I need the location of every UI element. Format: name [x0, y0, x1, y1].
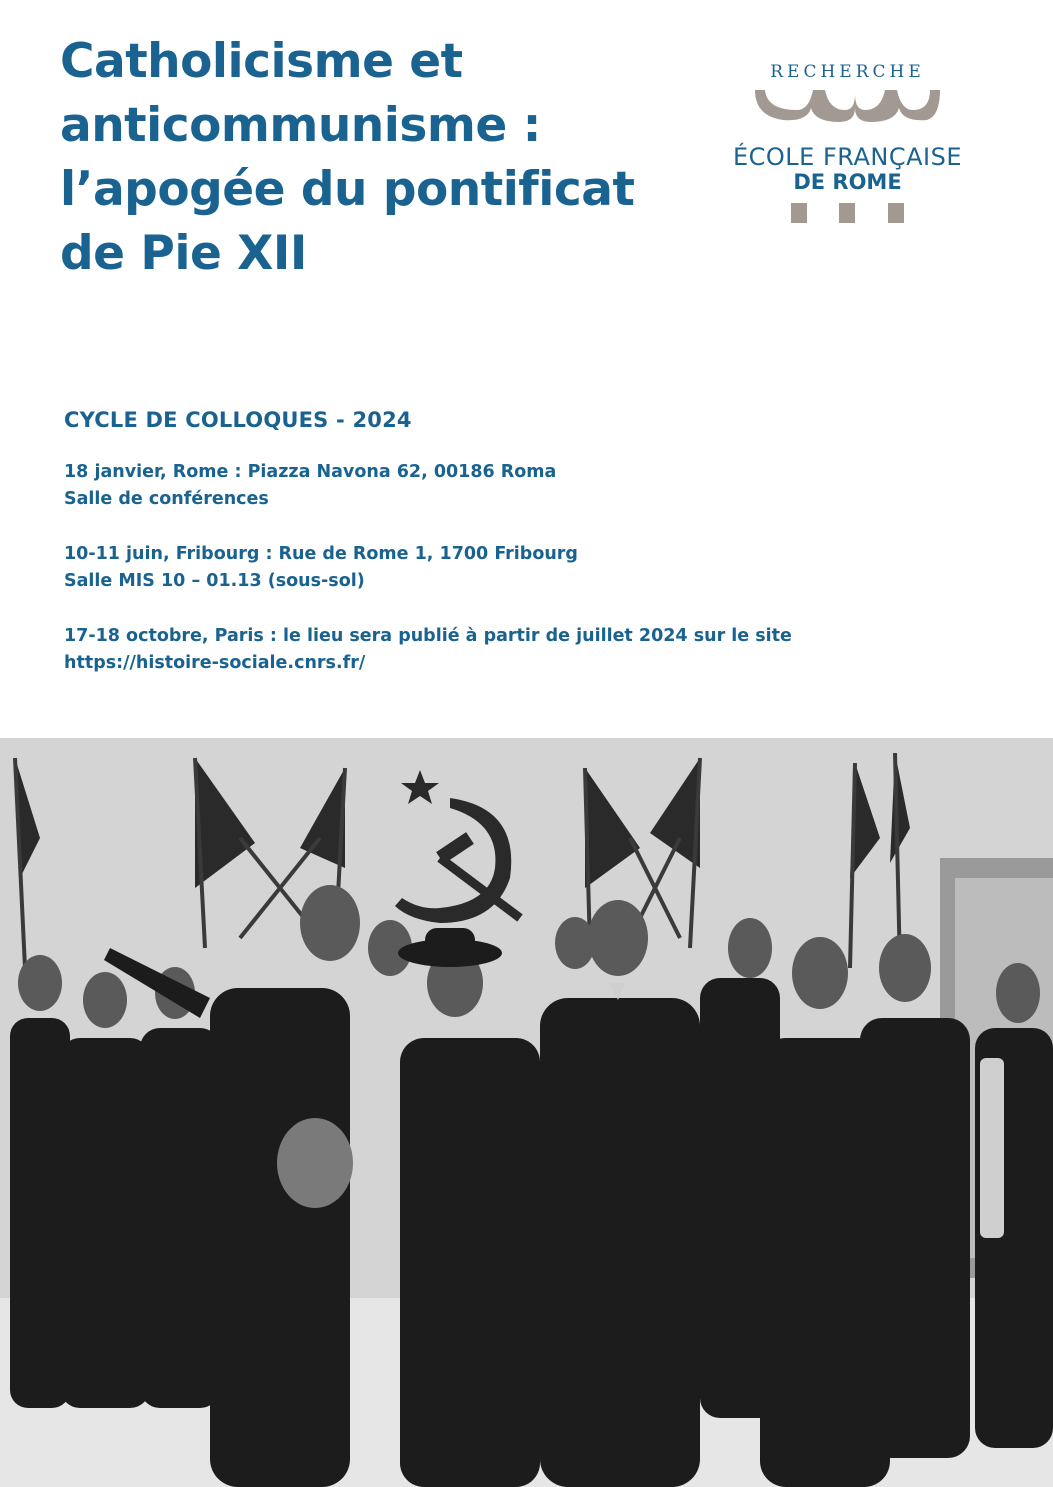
title-line-3: l’apogée du pontificat [60, 162, 635, 217]
cycle-heading: CYCLE DE COLLOQUES - 2024 [64, 408, 412, 432]
efr-logo [715, 58, 980, 228]
event-fribourg-room: Salle MIS 10 – 01.13 (sous-sol) [64, 571, 365, 591]
event-rome-place: 18 janvier, Rome : Piazza Navona 62, 00186 Roma [64, 462, 557, 482]
historical-photo [0, 738, 1053, 1487]
event-info [64, 408, 964, 705]
event-fribourg [64, 541, 964, 595]
event-rome [64, 459, 964, 513]
logo-recherche: RECHERCHE [770, 62, 925, 82]
event-paris-place: 17-18 octobre, Paris : le lieu sera publié à partir de juillet 2024 sur le site [64, 626, 792, 646]
title-line-2: anticommunisme : [60, 98, 541, 153]
title-line-1: Catholicisme et [60, 34, 463, 89]
event-rome-room: Salle de conférences [64, 489, 269, 509]
logo-ecole-francaise: ÉCOLE FRANÇAISE [732, 143, 962, 171]
event-paris-link: https://histoire-sociale.cnrs.fr/ [64, 653, 366, 673]
group-photo-illustration [0, 738, 1053, 1487]
logo-de-rome: DE ROME [793, 170, 902, 194]
event-paris [64, 623, 964, 677]
event-fribourg-place: 10-11 juin, Fribourg : Rue de Rome 1, 1700 Fribourg [64, 544, 578, 564]
title-line-4: de Pie XII [60, 226, 307, 281]
page-title [60, 30, 700, 286]
